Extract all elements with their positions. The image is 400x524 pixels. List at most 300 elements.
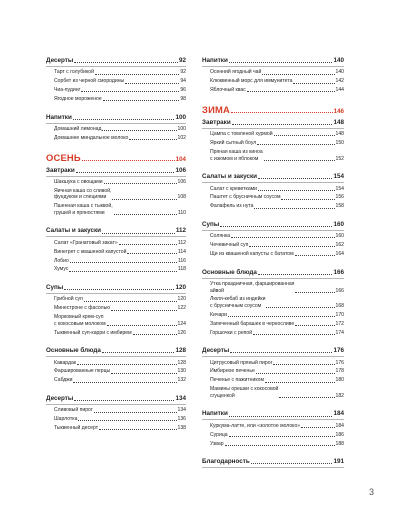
entry-title [54,188,111,201]
entry-page: 118 [177,266,186,273]
toc-section [202,173,344,210]
entry-title-line: Сливовый пирог [54,407,93,414]
entry-title [210,87,246,94]
entry-page: 134 [177,407,186,414]
toc-entry [202,441,344,448]
dot-leader [125,83,179,84]
entry-title [210,368,255,375]
entry-page: 140 [335,69,344,76]
dot-leader [84,301,177,302]
dot-leader [133,334,177,335]
entry-title-line: с изюмом и яблоком [210,155,259,162]
entry-page: 184 [335,422,344,429]
section-title: Супы [46,283,64,291]
entry-title-line: Тарт с голубикой [54,69,94,76]
toc-entry [202,140,344,147]
entry-title [210,386,278,399]
dot-leader [258,190,334,191]
dot-leader [279,397,334,398]
entry-title-line: Печенье с пажитником [210,377,264,384]
entry-title [54,266,68,273]
dot-leader [281,199,334,200]
section-heading [46,57,186,67]
entry-title [54,87,80,94]
entry-page: 152 [335,155,344,162]
entry-title-line: фундуком и специями [54,194,107,201]
entry-title [210,251,294,258]
dot-leader [301,427,334,428]
season-heading [46,153,186,163]
entry-title [54,377,72,384]
entry-title [210,296,265,309]
dot-leader [129,139,176,140]
toc-section [46,57,186,103]
entry-page: 182 [335,392,344,399]
dot-leader [229,436,335,437]
entry-page: 174 [335,329,344,336]
entry-title-line: Салат с креветками [210,185,258,192]
entry-title [210,377,264,384]
entry-title-line: с брусничным соусом [210,302,262,309]
toc-section [46,227,186,273]
entry-title-line: Люля-кебаб из индейки [210,296,266,303]
entry-title-line: Пшенная каша с тыквой, [54,203,113,210]
dot-leader [94,412,177,413]
entry-title [210,441,224,448]
entry-title [54,249,126,256]
toc-entry [202,87,344,94]
toc-entry [202,368,344,375]
entry-title [54,425,98,432]
entry-page: 114 [177,248,186,255]
toc-entry [46,126,186,133]
entry-title-line: Домашний лимонад [54,126,102,133]
section-page: 140 [333,57,344,64]
section-page: 128 [175,347,186,355]
entry-page: 124 [177,320,186,327]
toc-entry [46,407,186,414]
dot-leader [73,382,176,383]
entry-page: 106 [177,179,186,186]
entry-page: 150 [335,140,344,147]
season-title: ОСЕНЬ [46,151,81,163]
dot-leader [254,208,334,209]
section-heading [46,114,186,124]
toc-entry [202,281,344,294]
entry-title-line: Кичари [210,311,227,318]
toc-entry [202,186,344,193]
toc-entry [46,87,186,94]
dot-leader [74,62,178,63]
entry-page: 158 [335,203,344,210]
dot-leader [265,382,335,383]
dot-leader [127,253,176,254]
toc-entry [46,330,186,337]
section-heading [202,458,344,468]
dot-leader [74,400,174,401]
dot-leader [119,244,177,245]
section-page: 154 [333,173,344,181]
toc-entry [202,360,344,367]
entry-title [54,368,110,375]
toc-entry [202,203,344,210]
section-heading [202,221,344,231]
entry-title [54,416,77,423]
season-page: 104 [175,155,186,163]
entry-page: 108 [177,194,186,201]
entry-title [210,312,227,319]
toc-entry [202,251,344,258]
entry-title-line: Шарлотка [54,416,78,423]
dot-leader [251,463,333,464]
entry-title [210,69,261,76]
entry-page: 186 [335,431,344,438]
entry-title-line: Мамины орешки с кокосовой [210,386,279,393]
entry-page: 154 [335,185,344,192]
toc-section [202,221,344,258]
entry-page: 142 [335,78,344,85]
section-heading [202,347,344,357]
entry-page: 122 [177,305,186,312]
dot-leader [73,119,175,120]
page-number: 3 [369,487,375,497]
toc-entry [202,78,344,85]
dot-leader [231,112,333,113]
entry-title [54,179,103,186]
entry-title-line: Сабджи [54,377,73,384]
toc-section [46,395,186,432]
section-heading [202,269,344,279]
season-heading [202,105,344,115]
toc-section [202,57,344,94]
toc-entry [46,258,186,265]
entry-page: 170 [335,311,344,318]
entry-page: 162 [335,242,344,249]
section-heading [202,57,344,67]
toc-section [202,119,344,162]
dot-leader [114,214,177,215]
entry-page: 126 [177,329,186,336]
entry-page: 98 [180,96,186,103]
entry-page: 164 [335,251,344,258]
section-heading [46,395,186,405]
dot-leader [99,429,176,430]
entry-title [210,149,263,162]
dot-leader [230,352,332,353]
section-title: Основные блюда [46,347,101,355]
dot-leader [82,160,175,161]
dot-leader [112,199,176,200]
entry-title-line: Минестроне с фасолью [54,305,111,312]
dot-leader [102,130,176,131]
entry-page: 130 [177,368,186,375]
dot-leader [247,91,335,92]
entry-title [210,281,294,294]
dot-leader [258,274,333,275]
entry-title-line: Морковный крем-суп [54,314,104,321]
entry-page: 160 [335,233,344,240]
entry-title-line: айвой [210,287,225,294]
entry-title-line: Яичная каша со сливой, [54,187,112,194]
entry-title [210,140,256,147]
toc-entry [202,149,344,162]
section-title: Завтраки [202,118,231,126]
dot-leader [76,172,175,173]
entry-title-line: Тыквенный десерт [54,425,99,432]
dot-leader [81,91,179,92]
toc-entry [46,249,186,256]
dot-leader [274,135,335,136]
section-heading [46,227,186,237]
entry-title [210,360,272,367]
entry-page: 166 [335,287,344,294]
dot-leader [264,160,335,161]
entry-title-line: Пряная каша из киноа [210,149,263,156]
entry-title-line: Куркума-латте, или «золотое молоко» [210,422,301,429]
toc-entry [46,305,186,312]
section-page: 134 [175,394,186,402]
entry-page: 168 [335,302,344,309]
toc-entry [46,135,186,142]
dot-leader [295,255,335,256]
season-page: 146 [333,107,344,115]
entry-title-line: Цампа с томленой хурмой [210,131,273,138]
dot-leader [225,445,335,446]
toc-entry [46,188,186,201]
section-title: Салаты и закуски [46,227,102,235]
section-title: Благодарность [202,458,250,466]
toc-entry [46,266,186,273]
dot-leader [229,62,333,63]
dot-leader [262,74,334,75]
entry-title-line: Винегрет с квашеной капустой [54,248,127,255]
section-page: 100 [175,113,186,121]
entry-title-line: Солянка [210,233,231,240]
entry-title [210,423,300,430]
dot-leader [253,334,334,335]
entry-title-line: Фаршированные перцы [54,368,111,375]
entry-page: 180 [335,377,344,384]
dot-leader [266,307,334,308]
dot-leader [220,226,332,227]
entry-title [54,360,76,367]
toc-section [46,167,186,217]
dot-leader [64,289,174,290]
entry-title-line: Лобио [54,257,69,264]
section-title: Напитки [46,113,72,121]
entry-title-line: Хумус [54,266,69,273]
entry-page: 188 [335,440,344,447]
entry-page: 128 [177,359,186,366]
section-heading [46,284,186,294]
entry-title-line: Цитрусовый пряный пирог [210,359,273,366]
entry-title-line: Фалафель из нута [210,203,254,210]
toc-entry [46,78,186,85]
entry-title-line: Яблочный квас [210,87,246,94]
section-page: 106 [175,166,186,174]
dot-leader [77,364,176,365]
section-page: 112 [175,227,186,235]
entry-title [54,135,128,142]
entry-title [210,242,248,249]
entry-title-line: Клюквенный морс для иммунитета [210,78,293,85]
toc-entry [46,368,186,375]
toc-entry [202,296,344,309]
dot-leader [293,83,334,84]
toc-entry [202,432,344,439]
entry-title-line: Шакшука с овощами [54,179,103,186]
entry-title-line: сгущенкой [210,392,235,399]
entry-page: 96 [180,87,186,94]
section-title: Напитки [202,410,228,418]
entry-page: 176 [335,359,344,366]
dot-leader [229,416,333,417]
toc-entry [202,423,344,430]
entry-title [210,321,294,328]
entry-title [210,194,280,201]
toc-right-column [202,57,344,479]
entry-title [54,96,102,103]
dot-leader [111,373,176,374]
entry-title [210,330,252,337]
toc-entry [46,416,186,423]
toc-section [202,269,344,337]
section-title: Супы [202,220,220,228]
entry-page: 172 [335,320,344,327]
section-title: Десерты [46,57,74,64]
toc-entry [202,131,344,138]
toc-section [46,114,186,142]
dot-leader [295,325,334,326]
entry-title-line: Запеченный барашек в черносливе [210,320,295,327]
entry-title [210,203,253,210]
section-title: Напитки [202,57,228,64]
entry-title [210,432,228,439]
season-title: ЗИМА [202,103,230,115]
section-heading [46,347,186,357]
dot-leader [107,325,177,326]
entry-title [210,186,257,193]
entry-title [54,126,101,133]
dot-leader [103,100,180,101]
toc-left-column [46,57,186,443]
entry-title-line: Чечевичный суп [210,242,249,249]
entry-title-line: Кавардак [54,359,77,366]
dot-leader [228,316,335,317]
dot-leader [258,178,332,179]
dot-leader [78,420,176,421]
entry-title [54,258,69,265]
section-title: Основные блюда [202,268,257,276]
toc-entry [202,194,344,201]
entry-title [54,69,94,76]
entry-page: 110 [177,209,186,216]
entry-title [54,305,110,312]
entry-title [54,240,118,247]
entry-page: 138 [177,425,186,432]
dot-leader [295,292,334,293]
section-heading [202,173,344,183]
dot-leader [231,237,334,238]
toc-entry [46,360,186,367]
entry-title-line: Сурица [210,431,228,438]
entry-page: 94 [180,78,186,85]
toc-entry [202,330,344,337]
entry-page: 148 [335,131,344,138]
entry-title [54,314,106,327]
entry-title [54,203,113,216]
entry-title-line: Ягодное мороженое [54,96,102,103]
toc-section [202,410,344,447]
toc-entry [202,312,344,319]
toc-entry [46,377,186,384]
section-page: 184 [333,410,344,418]
section-page: 120 [175,283,186,291]
entry-title-line: Осенний ягодный чай [210,69,262,76]
section-title: Завтраки [46,166,75,174]
section-heading [202,410,344,420]
toc-entry [46,425,186,432]
dot-leader [256,373,335,374]
toc-section [202,347,344,399]
entry-title-line: Горшочки с репой [210,329,253,336]
toc-entry [202,321,344,328]
toc-entry [202,377,344,384]
section-heading [46,167,186,177]
toc-entry [202,242,344,249]
dot-leader [70,262,177,263]
entry-title-line: Утка праздничная, фаршированная [210,281,295,288]
entry-page: 178 [335,368,344,375]
entry-title-line: Имбирное печенье [210,368,255,375]
entry-title-line: Паштет с брусничным соусом [210,194,281,201]
entry-page: 144 [335,87,344,94]
entry-title-line: Сорбет из черной смородины [54,78,125,85]
dot-leader [69,271,177,272]
toc-entry [46,314,186,327]
entry-page: 156 [335,194,344,201]
section-page: 92 [178,57,186,64]
entry-page: 102 [177,135,186,142]
toc-entry [202,69,344,76]
section-title: Салаты и закуски [202,173,258,181]
toc-entry [46,179,186,186]
section-page: 176 [333,347,344,355]
entry-page: 136 [177,416,186,423]
entry-title-line: Салат «Гранатовый закат» [54,239,118,246]
toc-entry [202,233,344,240]
dot-leader [111,310,176,311]
entry-page: 112 [177,239,186,246]
toc-entry [46,296,186,303]
toc-entry [46,96,186,103]
entry-title-line: Яркий сытный боул [210,140,257,147]
entry-title-line: Чиа-пудинг [54,87,81,94]
toc-entry [202,386,344,399]
entry-title-line: Тыквенный суп-карри с имбирем [54,329,132,336]
entry-page: 132 [177,377,186,384]
toc-entry [46,203,186,216]
dot-leader [104,183,177,184]
dot-leader [273,364,334,365]
entry-title [54,78,124,85]
entry-title [210,131,273,138]
entry-title [54,407,93,414]
entry-page: 100 [177,126,186,133]
dot-leader [95,74,179,75]
entry-title-line: Щи из квашеной капусты с бататом [210,251,294,258]
dot-leader [257,144,334,145]
